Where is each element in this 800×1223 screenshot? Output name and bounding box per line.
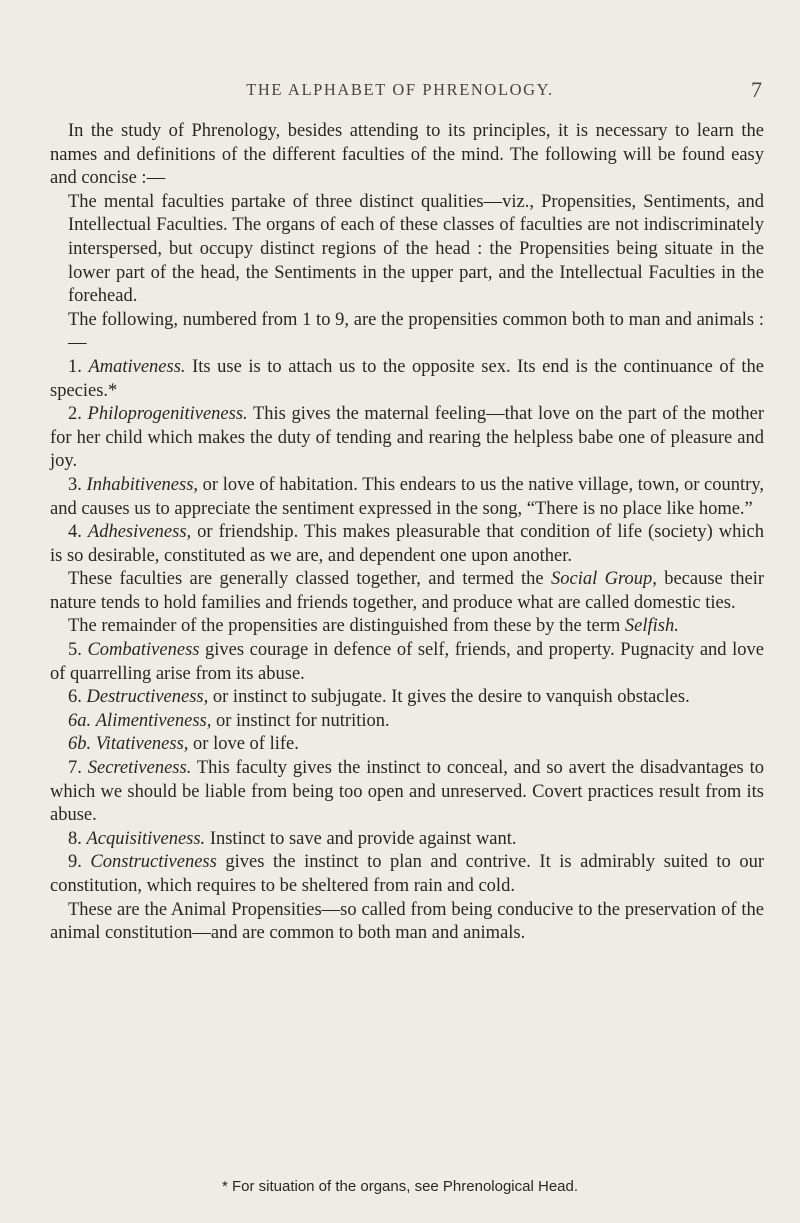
faculty-name: Alimentiveness, bbox=[95, 710, 212, 731]
social-group-paragraph bbox=[50, 568, 764, 615]
faculty-entry bbox=[50, 733, 764, 757]
page-number: 7 bbox=[751, 77, 762, 102]
faculty-description: or instinct to subjugate. It gives the desire to vanquish obstacles. bbox=[208, 687, 690, 708]
body-text bbox=[50, 120, 764, 946]
faculty-name: Acquisitiveness. bbox=[86, 828, 206, 849]
intro-paragraph: The mental faculties partake of three distinct qualities—viz., Propensities, Sentiments, and Intellectual Faculties. The organs of each of these classes of faculties are not indiscriminately interspersed, but occupy distinct regions of the head : the Propensities being situate in the lower part of the head, the Sentiments in the upper part, and the Intellectual Faculties in the forehead. bbox=[68, 191, 764, 307]
faculty-name: Constructiveness bbox=[90, 852, 217, 873]
faculty-entry bbox=[50, 757, 764, 828]
social-group-text: These faculties are generally classed together, and termed the bbox=[68, 569, 551, 590]
faculty-entry bbox=[50, 686, 764, 710]
faculty-number: 6b. bbox=[68, 734, 92, 755]
faculty-name: Adhesiveness, bbox=[87, 522, 192, 543]
selfish-text: The remainder of the propensities are distinguished from these by the term bbox=[68, 616, 625, 637]
faculty-entry bbox=[50, 403, 764, 474]
faculty-description: Instinct to save and provide against want. bbox=[205, 828, 517, 849]
intro-paragraph: The following, numbered from 1 to 9, are the propensities common both to man and animals :— bbox=[68, 309, 764, 354]
faculty-entry bbox=[50, 521, 764, 568]
running-title: THE ALPHABET OF PHRENOLOGY. bbox=[246, 80, 554, 99]
running-header bbox=[0, 77, 800, 104]
faculty-number: 4. bbox=[68, 522, 82, 543]
faculty-number: 5. bbox=[68, 640, 82, 661]
faculty-number: 1. bbox=[68, 356, 82, 377]
faculty-name: Philoprogenitiveness. bbox=[87, 404, 248, 425]
faculty-name: Destructiveness, bbox=[86, 687, 209, 708]
closing-paragraph: These are the Animal Propensities—so called from being conducive to the preservation of the animal constitution—and are common to both man and animals. bbox=[50, 899, 764, 944]
faculty-entry bbox=[50, 639, 764, 686]
faculty-name: Vitativeness, bbox=[95, 734, 189, 755]
faculty-entry bbox=[50, 828, 764, 852]
faculty-description: gives courage in defence of self, friends, and property. Pugnacity and love of quarrelling arise from its abuse. bbox=[50, 640, 764, 684]
faculty-name: Combativeness bbox=[87, 640, 200, 661]
faculty-entry bbox=[50, 356, 764, 403]
social-group-text: because their nature tends to hold families and friends together, and produce what are called domestic ties. bbox=[50, 569, 764, 613]
faculty-number: 3. bbox=[68, 474, 82, 495]
faculty-number: 6a. bbox=[68, 710, 92, 731]
faculty-description: or love of life. bbox=[188, 734, 299, 755]
faculty-description: This faculty gives the instinct to conceal, and so avert the disadvantages to which we should be liable from being too open and unreserved. Covert practices result from its abuse. bbox=[50, 758, 764, 826]
faculty-description: gives the instinct to plan and contrive. It is admirably suited to our constitution, which requires to be sheltered from rain and cold. bbox=[50, 852, 765, 896]
faculty-description: or instinct for nutrition. bbox=[211, 710, 390, 731]
faculty-description: Its use is to attach us to the opposite sex. Its end is the continuance of the species.* bbox=[50, 356, 764, 401]
social-group-term: Social Group, bbox=[551, 569, 657, 590]
faculty-description: This gives the maternal feeling—that love on the part of the mother for her child which makes the duty of tending and rearing the helpless babe one of pleasure and joy. bbox=[50, 404, 764, 472]
faculty-number: 9. bbox=[68, 852, 82, 873]
faculty-name: Amativeness. bbox=[88, 356, 186, 377]
selfish-paragraph bbox=[50, 615, 764, 639]
faculty-name: Secretiveness. bbox=[87, 758, 192, 779]
faculty-number: 8. bbox=[68, 828, 82, 849]
intro-paragraph: In the study of Phrenology, besides attending to its principles, it is necessary to learn the names and definitions of the different faculties of the mind. The following will be found easy and concise :— bbox=[50, 121, 764, 189]
faculty-number: 2. bbox=[68, 404, 82, 425]
faculty-description: or love of habitation. This endears to us the native village, town, or country, and causes us to appreciate the sentiment expressed in the song, “There is no place like home.” bbox=[50, 474, 764, 519]
selfish-term: Selfish. bbox=[624, 616, 679, 637]
faculty-entry bbox=[50, 710, 764, 734]
footnote: * For situation of the organs, see Phrenological Head. bbox=[221, 1178, 579, 1195]
faculty-number: 6. bbox=[68, 687, 82, 708]
faculty-name: Inhabitiveness, bbox=[86, 474, 199, 495]
faculty-number: 7. bbox=[68, 758, 82, 779]
faculty-entry bbox=[50, 474, 764, 521]
faculty-entry bbox=[50, 851, 764, 898]
faculty-description: or friendship. This makes pleasurable that condition of life (society) which is so desirable, constituted as we are, and dependent one upon another. bbox=[50, 522, 765, 566]
